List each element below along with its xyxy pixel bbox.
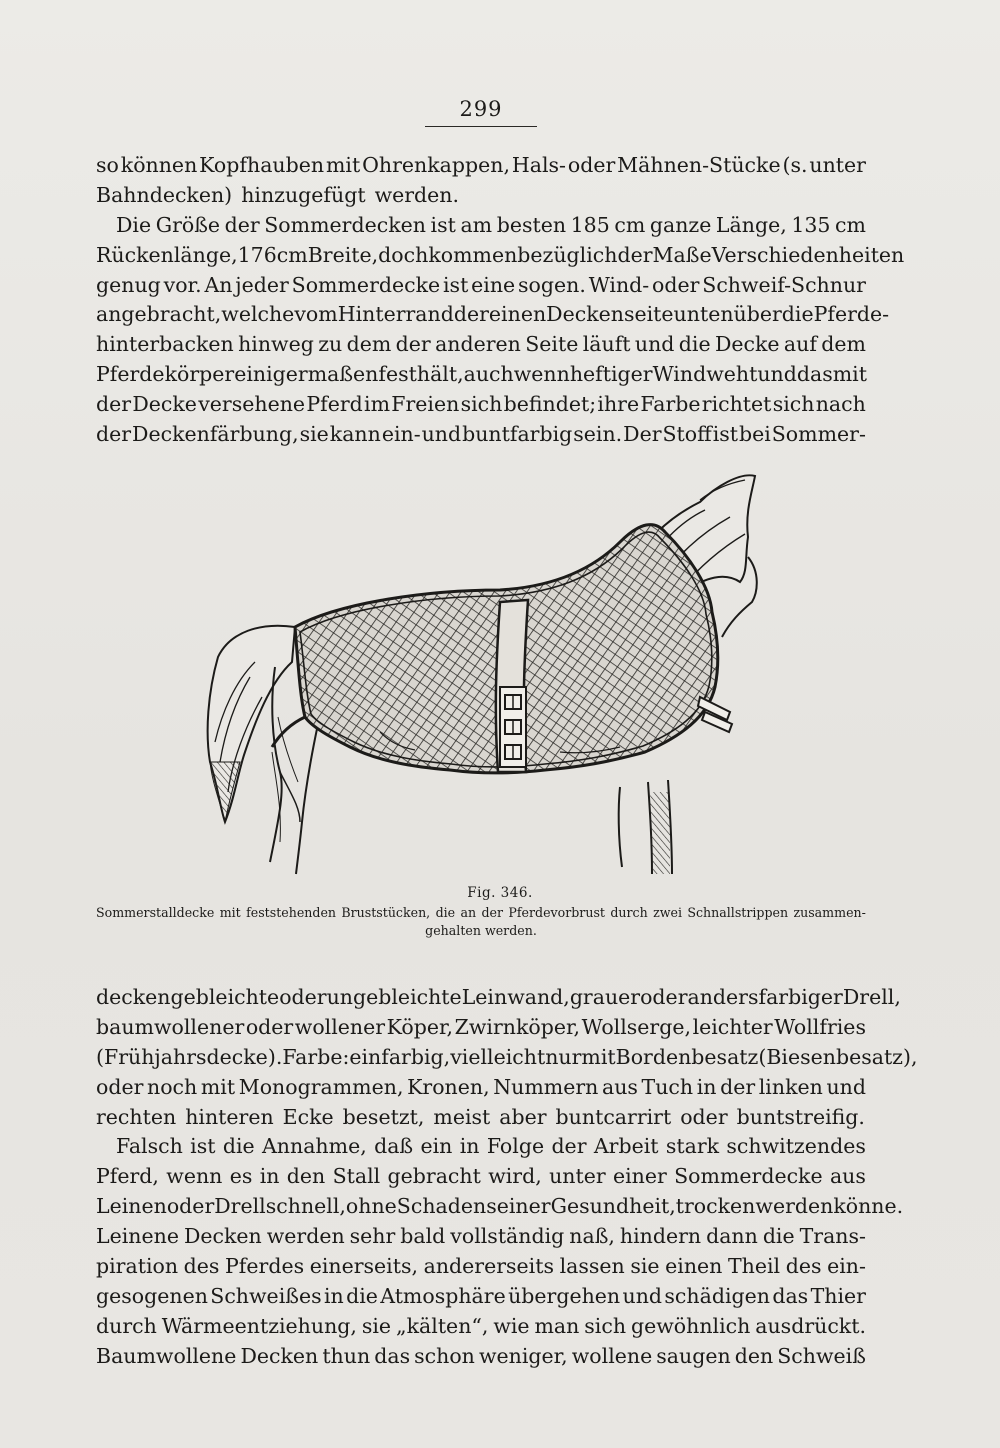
text-line: Rückenlänge, 176 cm Breite, doch kommen bezüglich der Maße Verschiedenheiten (96, 242, 905, 267)
paragraph-top (96, 151, 905, 450)
figure-caption (96, 904, 866, 940)
text-line: Falsch ist die Annahme, daß ein in Folge der Arbeit stark schwitzendes (116, 1134, 866, 1159)
text-line: gesogenen Schweißes in die Atmosphäre übergehen und schädigen das Thier (96, 1283, 866, 1308)
text-line: Pferd, wenn es in den Stall gebracht wird, unter einer Sommerdecke aus (96, 1164, 866, 1189)
text-line: der Decke versehene Pferd im Freien sich befindet; ihre Farbe richtet sich nach (96, 392, 866, 417)
text-line: angebracht, welche vom Hinterrand der einen Deckenseite unten über die Pferde- (96, 302, 890, 327)
paragraph-bottom (96, 983, 918, 1372)
text-line: rechten hinteren Ecke besetzt, meist aber buntcarrirt oder buntstreifig. (96, 1104, 865, 1129)
text-line: Pferdekörper einigermaßen festhält, auch wenn heftiger Wind weht und das mit (96, 362, 867, 387)
text-line: Leinen oder Drell schnell, ohne Schaden seiner Gesundheit, trocken werden könne. (96, 1194, 904, 1219)
text-line: Bahndecken) hinzugefügt werden. (96, 182, 460, 207)
text-line: der Deckenfärbung, sie kann ein- und buntfarbig sein. Der Stoff ist bei Sommer- (96, 422, 866, 447)
text-line: genug vor. An jeder Sommerdecke ist eine sogen. Wind- oder Schweif-Schnur (96, 272, 866, 297)
text-line: oder noch mit Monogrammen, Kronen, Nummern aus Tuch in der linken und (96, 1074, 866, 1099)
page-number: 299 (459, 97, 503, 121)
text-line: decken gebleichte oder ungebleichte Leinwand, grauer oder andersfarbiger Drell, (96, 985, 901, 1009)
text-line: (Frühjahrsdecke). Farbe: einfarbig, vielleicht nur mit Bordenbesatz (Biesenbesatz), (96, 1044, 918, 1069)
text-line: piration des Pferdes einerseits, andererseits lassen sie einen Theil des ein- (96, 1254, 866, 1279)
text-line: durch Wärmeentziehung, sie „kälten“, wie man sich gewöhnlich ausdrückt. (96, 1313, 866, 1338)
text-line: Baumwollene Decken thun das schon weniger, wollene saugen den Schweiß (96, 1343, 866, 1368)
page-number-rule (425, 126, 537, 127)
text-line: Die Größe der Sommerdecken ist am besten 185 cm ganze Länge, 135 cm (116, 212, 866, 237)
figure-horse-blanket-illustration (200, 462, 760, 877)
text-line: Leinene Decken werden sehr bald vollständig naß, hindern dann die Trans- (96, 1224, 866, 1249)
caption-line: gehalten werden. (425, 923, 537, 938)
figure-number: Fig. 346. (467, 885, 533, 901)
text-line: baumwollener oder wollener Köper, Zwirnköper, Wollserge, leichter Wollfries (96, 1014, 866, 1039)
text-line: so können Kopfhauben mit Ohrenkappen, Hals- oder Mähnen-Stücke (s. unter (96, 153, 866, 177)
horse-with-summer-blanket-drawing (200, 462, 760, 877)
text-line: hinterbacken hinweg zu dem der anderen Seite läuft und die Decke auf dem (96, 332, 866, 357)
caption-line: Sommerstalldecke mit feststehenden Bruststücken, die an der Pferdevorbrust durch zwei Schnallstrippen zusammen- (96, 905, 866, 920)
